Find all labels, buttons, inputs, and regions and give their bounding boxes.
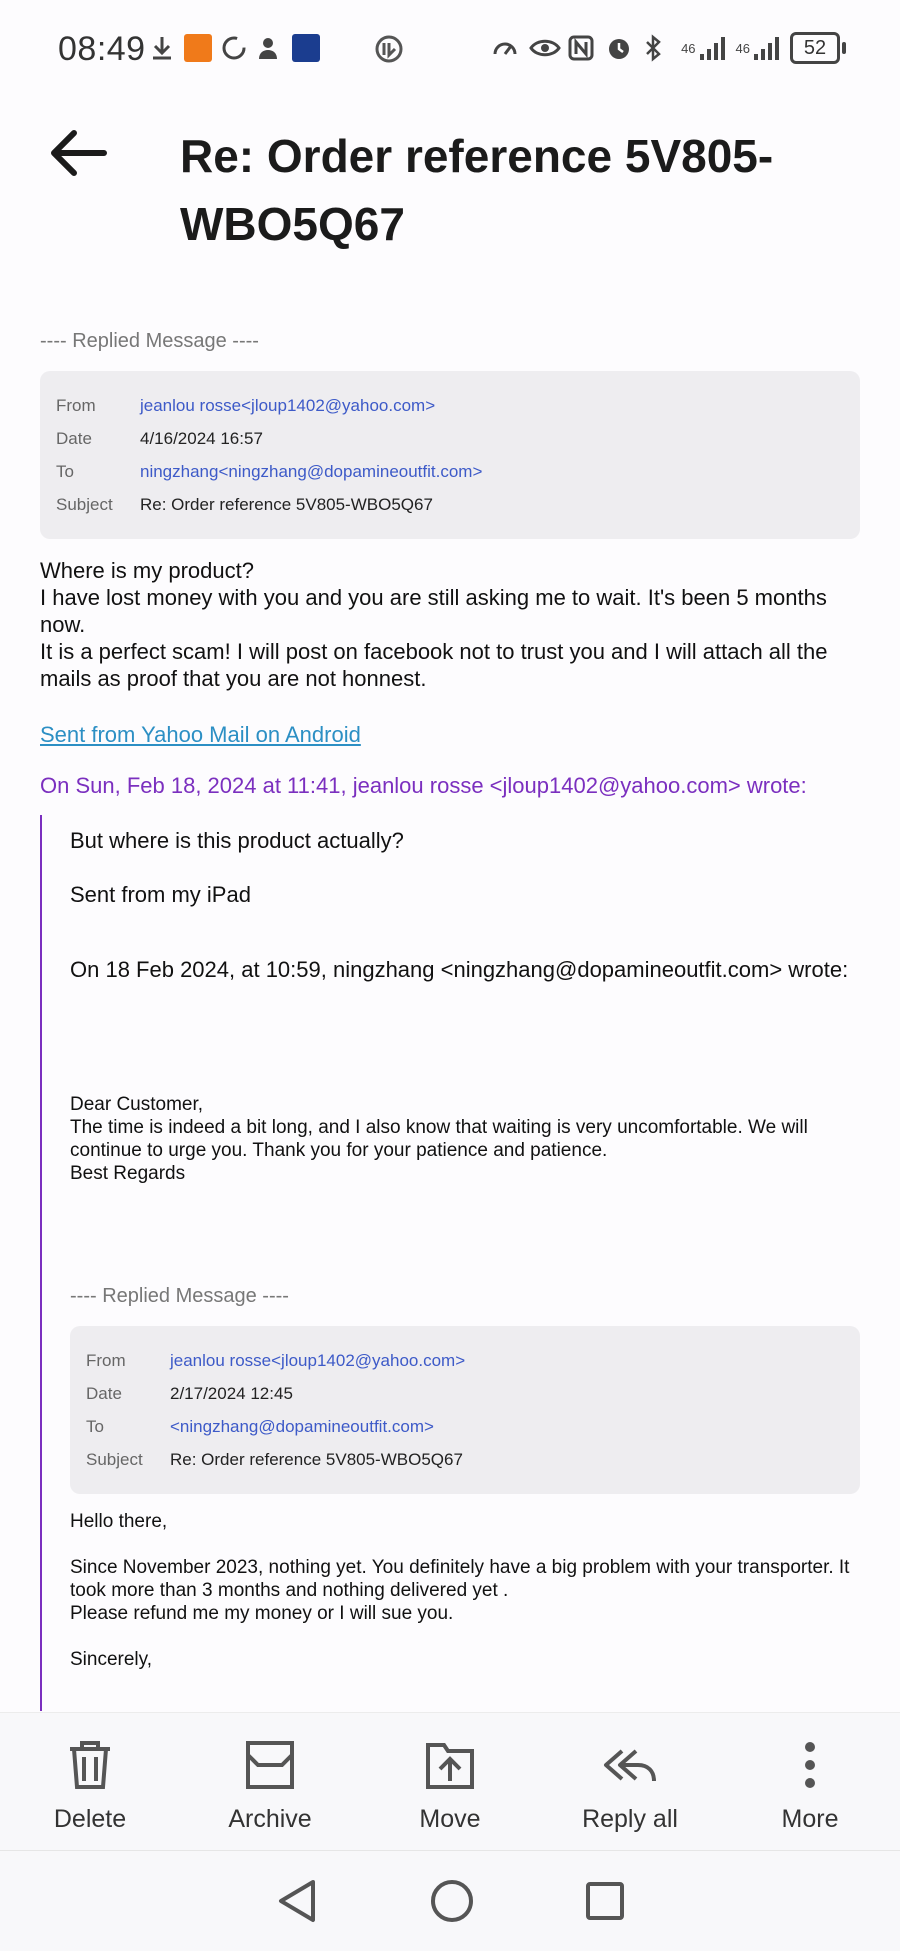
battery-icon: 52	[790, 32, 840, 64]
to-address-link[interactable]: ningzhang<ningzhang@dopamineoutfit.com>	[140, 462, 483, 481]
bluetooth-icon	[643, 34, 671, 62]
body-line: It is a perfect scam! I will post on facebook not to trust you and I will attach all the mails as proof that you are not honnest.	[40, 639, 828, 691]
info-row-from	[56, 389, 844, 422]
date-value: 4/16/2024 16:57	[140, 429, 263, 448]
info-key: Subject	[56, 495, 113, 514]
message-info-box	[40, 371, 860, 539]
subject-value: Re: Order reference 5V805-WBO5Q67	[170, 1450, 463, 1469]
info-key: Date	[56, 429, 92, 448]
speed-icon	[491, 34, 519, 62]
app-icon-blue	[292, 34, 320, 62]
quoted-body	[70, 1510, 860, 1671]
info-key: Subject	[86, 1450, 143, 1469]
info-key: To	[56, 462, 74, 481]
replied-message-label: ---- Replied Message ----	[70, 1285, 289, 1307]
reply-all-button[interactable]	[540, 1713, 720, 1851]
system-navigation-bar	[0, 1850, 900, 1951]
more-button[interactable]	[720, 1713, 900, 1851]
email-subject-title: Re: Order reference 5V805-WBO5Q67	[180, 130, 774, 250]
info-key: Date	[86, 1384, 122, 1403]
network-label-2: 46	[735, 40, 750, 56]
subject-value: Re: Order reference 5V805-WBO5Q67	[140, 495, 433, 514]
body-line: Where is my product?	[40, 558, 254, 583]
body-line: Hello there,	[70, 1511, 168, 1532]
signal-icon-2	[752, 34, 780, 62]
arrow-left-icon	[46, 128, 110, 178]
info-row-subject	[56, 488, 844, 521]
date-value: 2/17/2024 12:45	[170, 1384, 293, 1403]
back-button[interactable]	[46, 128, 110, 178]
nav-recents-icon[interactable]	[585, 1881, 625, 1921]
reply-all-label: Reply all	[582, 1805, 678, 1833]
app-icon	[184, 34, 212, 62]
nfc-icon	[567, 34, 595, 62]
alarm-icon	[605, 34, 633, 62]
move-icon	[422, 1737, 478, 1793]
archive-label: Archive	[228, 1805, 312, 1833]
info-row-date	[56, 422, 844, 455]
trash-icon	[62, 1737, 118, 1793]
vpn-icon	[374, 34, 402, 62]
more-label: More	[781, 1805, 839, 1833]
body-line: Since November 2023, nothing yet. You definitely have a big problem with your transporter. It took more than 3 months and nothing delivered yet .	[70, 1557, 850, 1601]
delete-button[interactable]	[0, 1713, 180, 1851]
info-row-to	[56, 455, 844, 488]
status-bar	[0, 0, 900, 100]
quote-header: On Sun, Feb 18, 2024 at 11:41, jeanlou rosse <jloup1402@yahoo.com> wrote:	[40, 773, 807, 798]
email-content[interactable]	[40, 320, 860, 1712]
dear-customer-block	[70, 1093, 860, 1185]
sync-icon	[220, 34, 248, 62]
body-line: Please refund me my money or I will sue you.	[70, 1603, 454, 1624]
system-icons	[491, 32, 840, 64]
archive-button[interactable]	[180, 1713, 360, 1851]
quoted-message	[40, 815, 860, 1711]
quoted-info-box	[70, 1326, 860, 1494]
info-key: To	[86, 1417, 104, 1436]
body-line: I have lost money with you and you are still asking me to wait. It's been 5 months now.	[40, 585, 827, 637]
to-address-link[interactable]: <ningzhang@dopamineoutfit.com>	[170, 1417, 434, 1436]
from-address-link[interactable]: jeanlou rosse<jloup1402@yahoo.com>	[140, 396, 436, 415]
replied-message-label: ---- Replied Message ----	[40, 330, 259, 352]
move-label: Move	[419, 1805, 481, 1833]
archive-icon	[242, 1737, 298, 1793]
info-row-date	[86, 1377, 844, 1410]
quote-line: On 18 Feb 2024, at 10:59, ningzhang <ningzhang@dopamineoutfit.com> wrote:	[70, 957, 849, 982]
info-row-from	[86, 1344, 844, 1377]
info-key: From	[56, 396, 96, 415]
dear-line: Dear Customer,	[70, 1094, 204, 1115]
info-key: From	[86, 1351, 126, 1370]
network-label-1: 46	[681, 40, 696, 56]
signal-icon	[698, 34, 726, 62]
info-row-to	[86, 1410, 844, 1443]
status-time: 08:49	[58, 30, 146, 68]
from-address-link[interactable]: jeanlou rosse<jloup1402@yahoo.com>	[170, 1351, 466, 1370]
quote-line: But where is this product actually?	[70, 828, 404, 853]
quote-line: Sent from my iPad	[70, 882, 251, 907]
message-body	[40, 557, 860, 692]
download-icon	[148, 34, 176, 62]
eye-icon	[529, 34, 557, 62]
dear-line: Best Regards	[70, 1163, 186, 1184]
nav-home-icon[interactable]	[429, 1878, 475, 1924]
dear-line: The time is indeed a bit long, and I also know that waiting is very uncomfortable. We will continue to urge you. Thank you for your patience and patience.	[70, 1117, 808, 1161]
body-line: Sincerely,	[70, 1649, 153, 1670]
reply-all-icon	[602, 1737, 658, 1793]
sent-from-yahoo-link[interactable]: Sent from Yahoo Mail on Android	[40, 722, 361, 747]
info-row-subject	[86, 1443, 844, 1476]
email-action-toolbar	[0, 1712, 900, 1851]
notification-icons	[148, 34, 320, 62]
nav-back-icon[interactable]	[275, 1878, 319, 1924]
delete-label: Delete	[53, 1805, 127, 1833]
more-vertical-icon	[782, 1737, 838, 1793]
contact-icon	[256, 34, 284, 62]
move-button[interactable]	[360, 1713, 540, 1851]
